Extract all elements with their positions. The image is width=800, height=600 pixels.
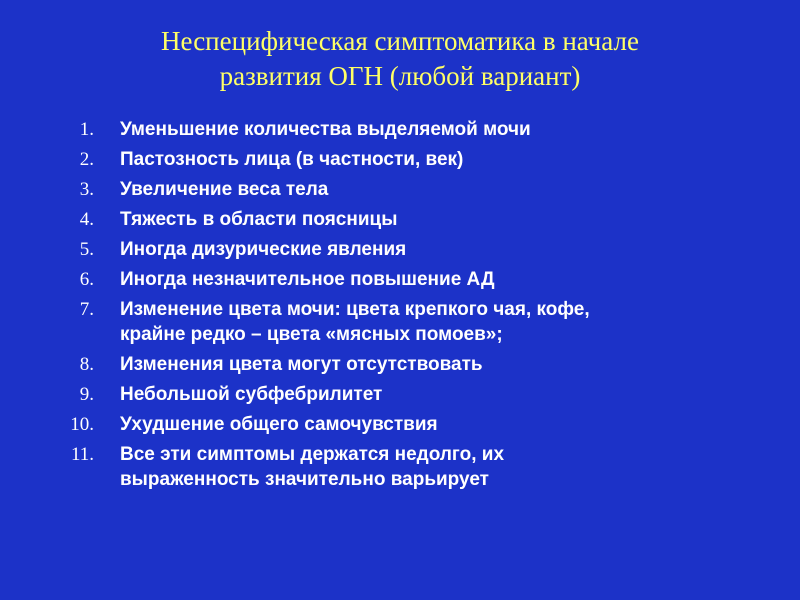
list-item-number: 6.	[79, 269, 94, 290]
list-item-number: 8.	[79, 354, 94, 375]
list-item-number: 5.	[79, 239, 94, 260]
list-item	[52, 177, 772, 202]
list-item-text: Увеличение веса тела	[120, 179, 329, 200]
list-item-text: Тяжесть в области поясницы	[120, 209, 398, 230]
list-item-text: Изменение цвета мочи: цвета крепкого чая, кофе,	[120, 299, 590, 320]
list-item-text: крайне редко – цвета «мясных помоев»;	[120, 324, 503, 345]
list-item-number: 9.	[79, 384, 94, 405]
slide-title	[0, 24, 800, 94]
list-item	[52, 237, 772, 262]
list-item	[52, 352, 772, 377]
list-item-text: Изменения цвета могут отсутствовать	[120, 354, 483, 375]
list-item	[52, 207, 772, 232]
list-item-text: выраженность значительно варьирует	[120, 469, 489, 490]
slide-title-line: развития ОГН (любой вариант)	[219, 61, 581, 91]
list-item	[52, 382, 772, 407]
list-item-text: Иногда незначительное повышение АД	[120, 269, 495, 290]
list-item-number: 4.	[79, 209, 94, 230]
symptom-list	[52, 117, 772, 497]
list-item	[52, 117, 772, 142]
list-item-text: Иногда дизурические явления	[120, 239, 407, 260]
list-item-number: 3.	[79, 179, 94, 200]
list-item-number: 7.	[79, 299, 94, 320]
list-item-number: 11.	[70, 444, 94, 465]
list-item-text: Все эти симптомы держатся недолго, их	[120, 444, 505, 465]
list-item-number: 2.	[79, 149, 94, 170]
list-item	[52, 412, 772, 437]
list-item-text: Уменьшение количества выделяемой мочи	[120, 119, 531, 140]
list-item-number: 1.	[79, 119, 94, 140]
list-item	[52, 297, 772, 347]
slide-title-line: Неспецифическая симптоматика в начале	[161, 26, 639, 56]
list-item-text: Пастозность лица (в частности, век)	[120, 149, 464, 170]
list-item	[52, 267, 772, 292]
list-item	[52, 147, 772, 172]
list-item-text: Небольшой субфебрилитет	[120, 384, 383, 405]
list-item	[52, 442, 772, 492]
list-item-text: Ухудшение общего самочувствия	[120, 414, 438, 435]
list-item-number: 10.	[70, 414, 94, 435]
